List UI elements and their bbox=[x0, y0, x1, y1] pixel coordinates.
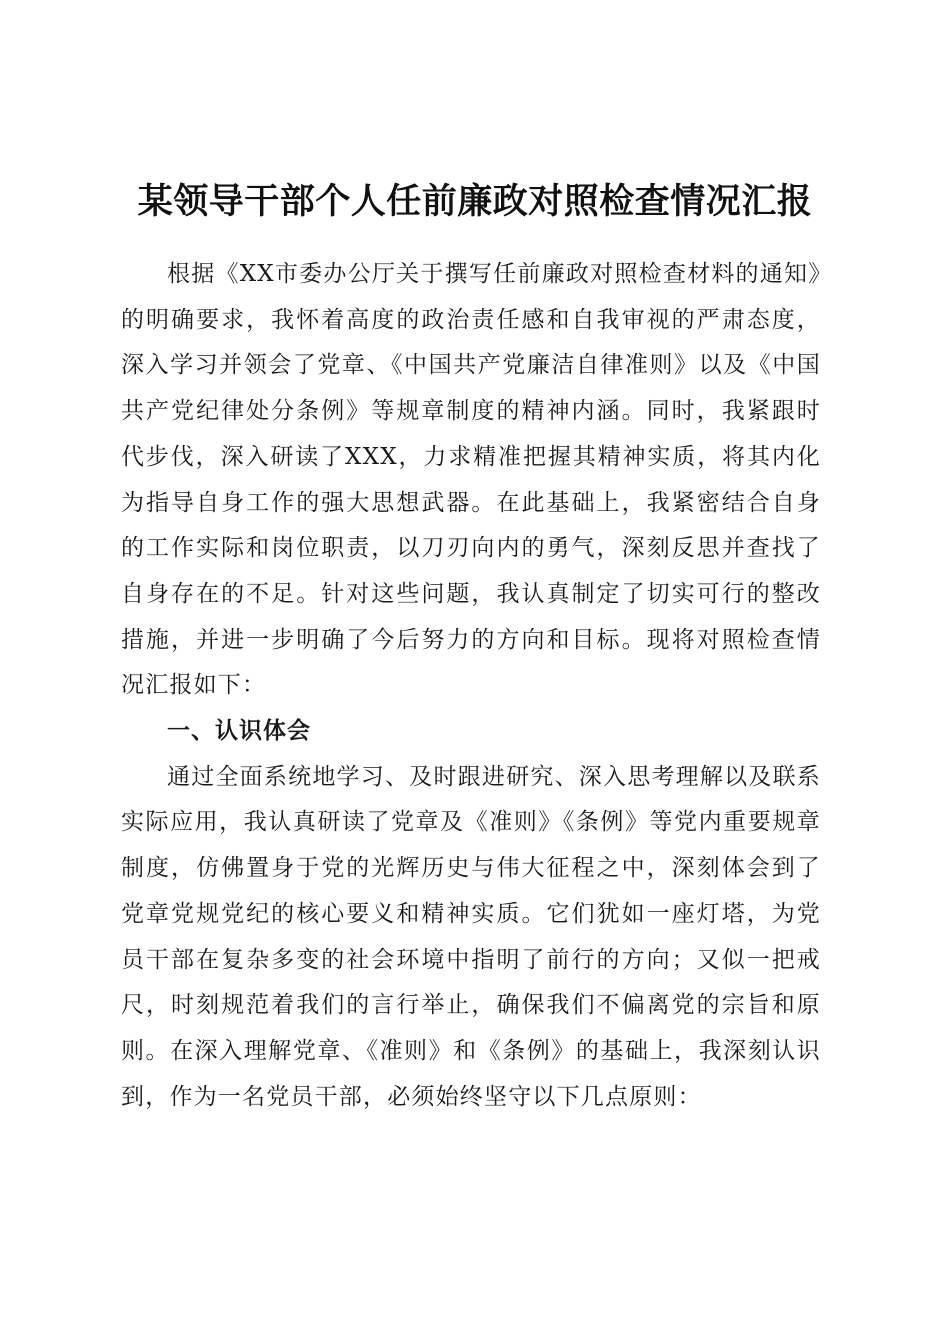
section-heading: 一、认识体会 bbox=[167, 718, 311, 745]
intro-paragraph: 根据《XX市委办公厅关于撰写任前廉政对照检查材料的通知》的明确要求，我怀着高度的政治责任感和自我审视的严肃态度，深入学习并领会了党章、《中国共产党廉洁自律准则》以及《中国共产党纪律处分条例》等规章制度的精神内涵。同时，我紧跟时代步伐，深入研读了XXX，力求精准把握其精神实质，将其内化为指导自身工作的强大思想武器。在此基础上，我紧密结合自身的工作实际和岗位职责，以刀刃向内的勇气，深刻反思并查找了自身存在的不足。针对这些问题，我认真制定了切实可行的整改措施，并进一步明确了今后努力的方向和目标。现将对照检查情况汇报如下： bbox=[121, 261, 821, 699]
document-title: 某领导干部个人任前廉政对照检查情况汇报 bbox=[137, 181, 813, 222]
section-paragraph: 通过全面系统地学习、及时跟进研究、深入思考理解以及联系实际应用，我认真研读了党章及《准则》《条例》等党内重要规章制度，仿佛置身于党的光辉历史与伟大征程之中，深刻体会到了党章党规党纪的核心要义和精神实质。它们犹如一座灯塔，为党员干部在复杂多变的社会环境中指明了前行的方向；又似一把戒尺，时刻规范着我们的言行举止，确保我们不偏离党的宗旨和原则。在深入理解党章、《准则》和《条例》的基础上，我深刻认识到，作为一名党员干部，必须始终坚守以下几点原则： bbox=[121, 763, 821, 1110]
document-body bbox=[121, 252, 821, 1120]
